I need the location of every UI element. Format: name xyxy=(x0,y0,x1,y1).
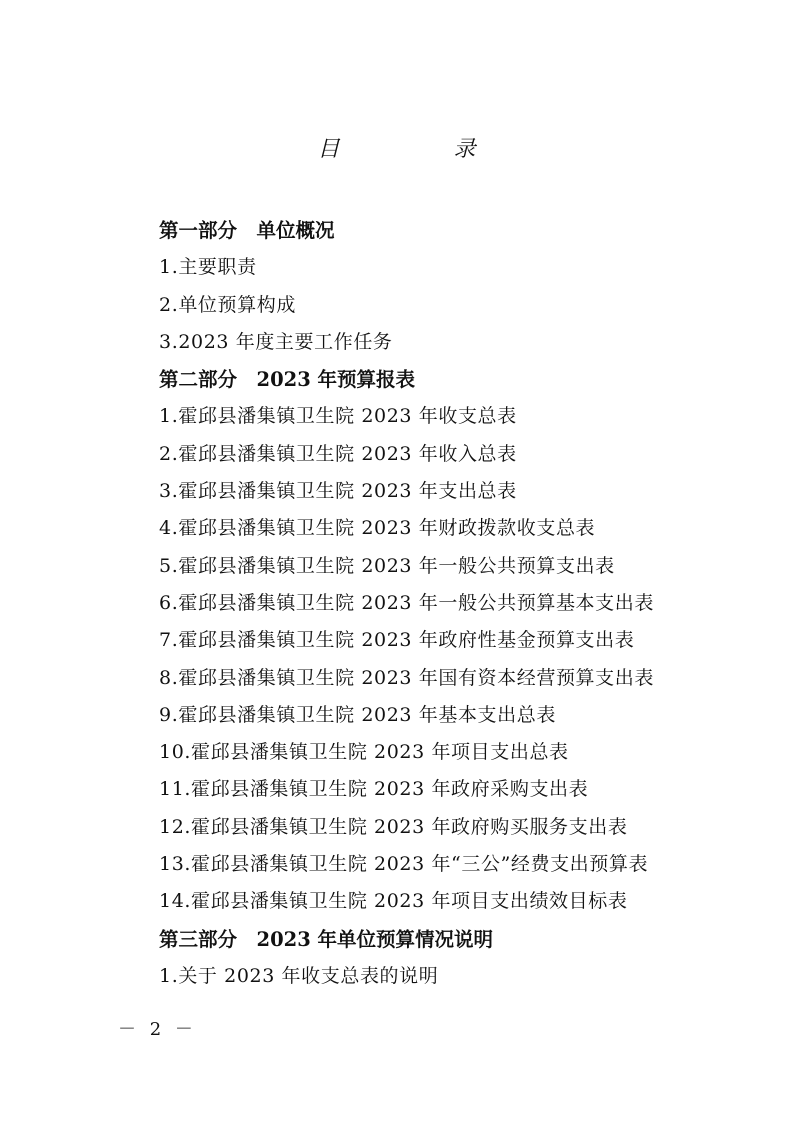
toc-item: 2.霍邱县潘集镇卫生院 2023 年收入总表 xyxy=(159,442,517,465)
toc-item: 11.霍邱县潘集镇卫生院 2023 年政府采购支出表 xyxy=(159,778,589,801)
page-title: 目 录 xyxy=(317,137,522,162)
toc-item: 9.霍邱县潘集镇卫生院 2023 年基本支出总表 xyxy=(159,703,556,726)
section-heading-part-3: 第三部分 2023 年单位预算情况说明 xyxy=(159,927,494,951)
table-of-contents xyxy=(159,212,719,995)
toc-item: 2.单位预算构成 xyxy=(159,293,296,316)
toc-item: 1.霍邱县潘集镇卫生院 2023 年收支总表 xyxy=(159,405,517,428)
section-heading-part-2: 第二部分 2023 年预算报表 xyxy=(159,368,416,392)
toc-item: 1.主要职责 xyxy=(159,256,257,279)
page-number: － 2 － xyxy=(118,1019,197,1040)
toc-item: 6.霍邱县潘集镇卫生院 2023 年一般公共预算基本支出表 xyxy=(159,591,654,614)
toc-item: 3.霍邱县潘集镇卫生院 2023 年支出总表 xyxy=(159,480,517,503)
section-heading-part-1: 第一部分 单位概况 xyxy=(159,219,335,242)
toc-item: 13.霍邱县潘集镇卫生院 2023 年“三公”经费支出预算表 xyxy=(159,853,649,876)
toc-item: 8.霍邱县潘集镇卫生院 2023 年国有资本经营预算支出表 xyxy=(159,666,654,689)
toc-item: 14.霍邱县潘集镇卫生院 2023 年项目支出绩效目标表 xyxy=(159,890,628,913)
toc-item: 4.霍邱县潘集镇卫生院 2023 年财政拨款收支总表 xyxy=(159,517,596,540)
toc-item: 3.2023 年度主要工作任务 xyxy=(159,330,393,353)
toc-item: 7.霍邱县潘集镇卫生院 2023 年政府性基金预算支出表 xyxy=(159,629,635,652)
toc-item: 5.霍邱县潘集镇卫生院 2023 年一般公共预算支出表 xyxy=(159,554,615,577)
toc-item: 12.霍邱县潘集镇卫生院 2023 年政府购买服务支出表 xyxy=(159,815,628,838)
toc-item: 10.霍邱县潘集镇卫生院 2023 年项目支出总表 xyxy=(159,741,569,764)
toc-item: 1.关于 2023 年收支总表的说明 xyxy=(159,964,439,987)
